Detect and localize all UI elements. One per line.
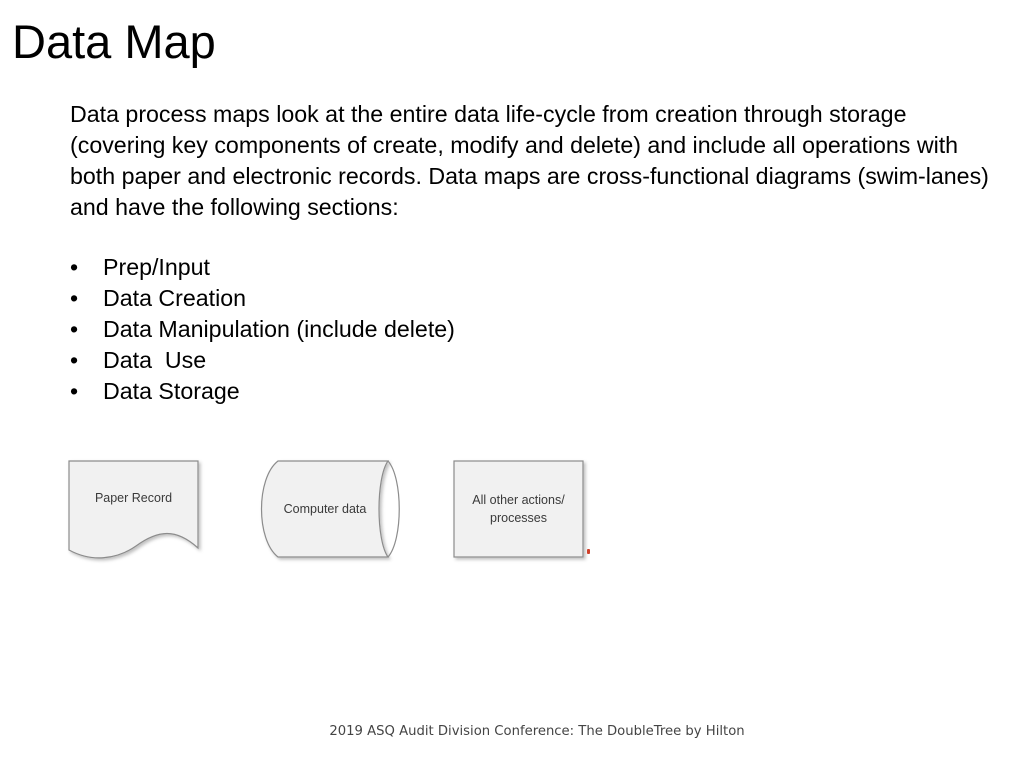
process-shape [451,458,589,562]
list-item-text: Data Creation [103,285,247,311]
slide-title: Data Map [12,15,216,68]
bullet-icon: • [70,378,79,404]
sections-list [70,252,455,407]
description-text: Data process maps look at the entire data life-cycle from creation through storage (covering key components of create, modify and delete) and include all operations with both paper and electronic records. Data maps are cross-functional diagrams (swim-lanes) and have the following sections: [70,101,989,220]
computer-data-shape [258,458,408,562]
list-item [70,283,455,314]
description-paragraph [70,99,990,223]
list-item [70,345,455,376]
slide-footer: 2019 ASQ Audit Division Conference: The DoubleTree by Hilton [329,724,745,739]
process-label [454,491,583,527]
document-icon [66,458,204,562]
bullet-icon: • [70,347,79,373]
list-item [70,314,455,345]
paper-record-shape [66,458,204,562]
decorative-mark [587,549,590,554]
bullet-icon: • [70,285,79,311]
list-item-text: Prep/Input [103,254,210,280]
list-item-text: Data Manipulation (include delete) [103,316,455,342]
list-item-text: Data Storage [103,378,240,404]
paper-record-label: Paper Record [94,491,173,505]
list-item [70,376,455,407]
list-item-text: Data Use [103,347,207,373]
bullet-icon: • [70,316,79,342]
list-item [70,252,455,283]
process-label-line1: All other actions/ [472,493,565,507]
bullet-icon: • [70,254,79,280]
computer-data-label: Computer data [283,502,367,516]
process-label-line2: processes [490,511,547,525]
